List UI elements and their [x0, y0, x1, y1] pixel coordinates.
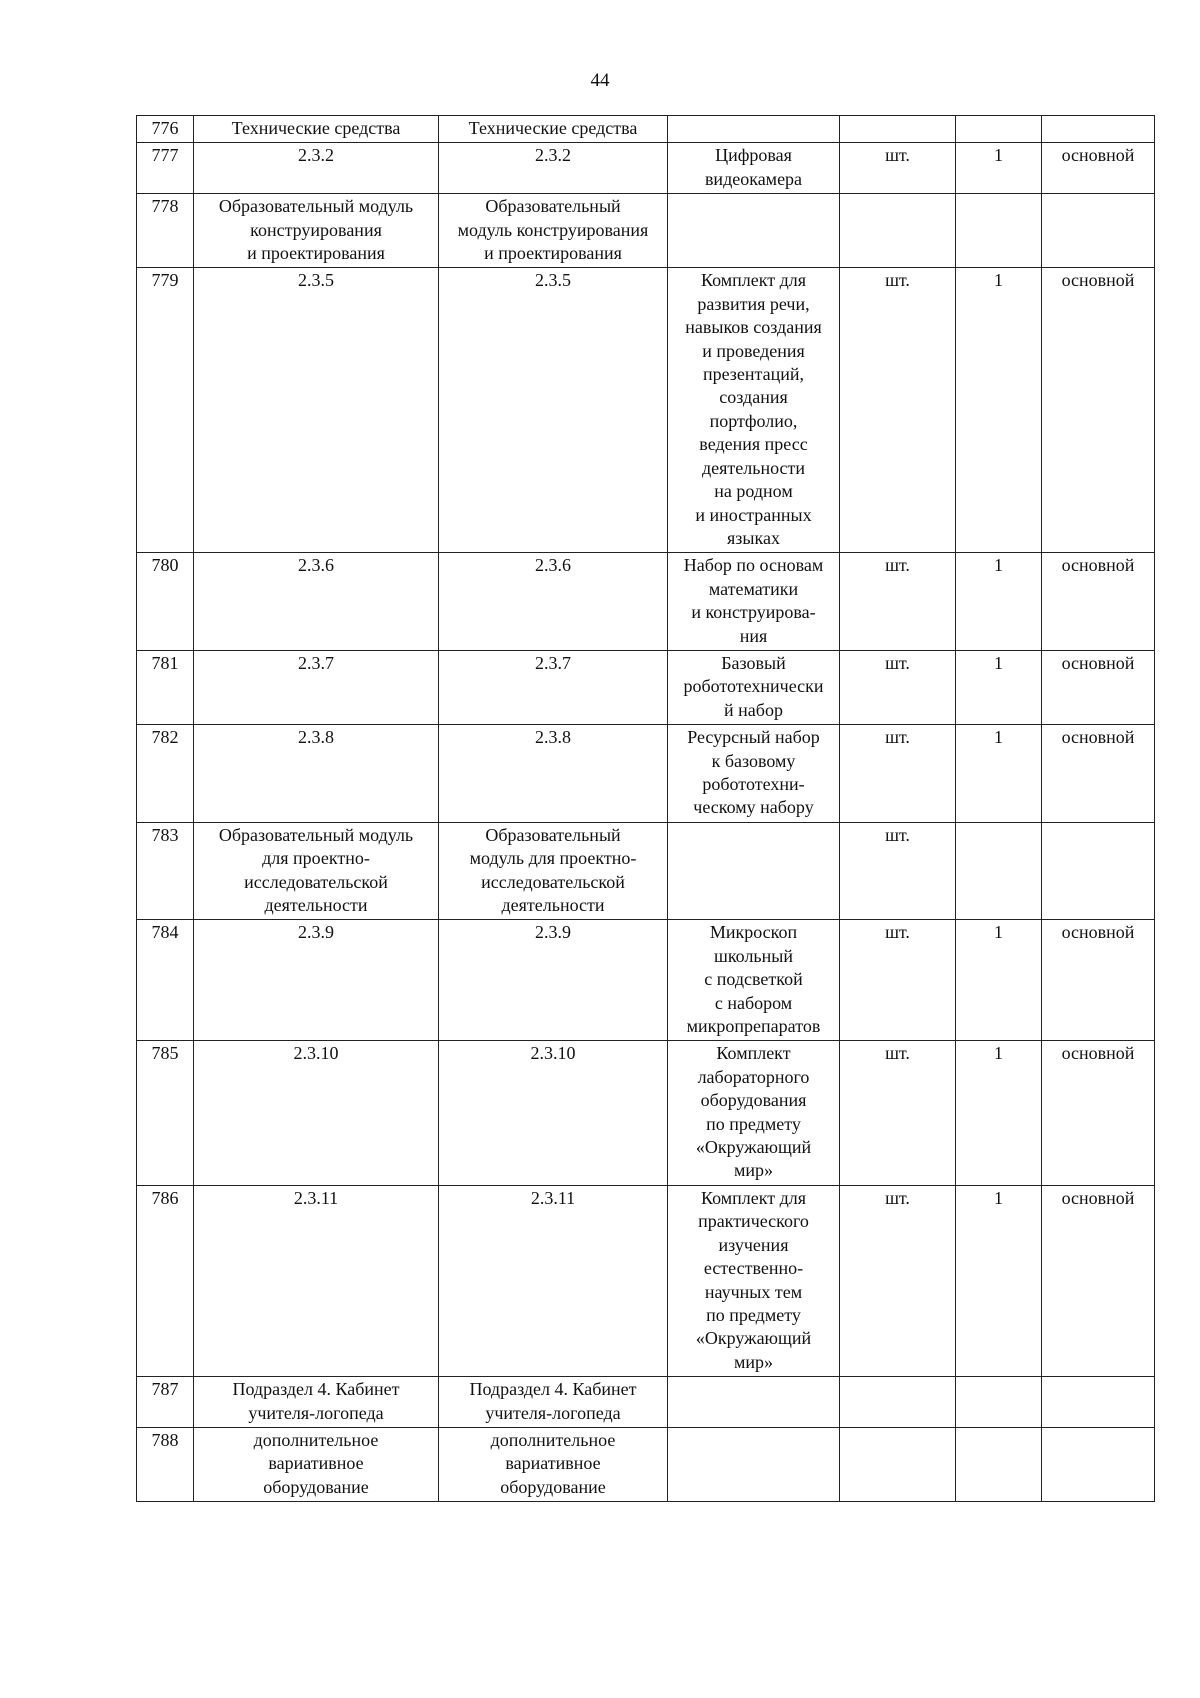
row-number-cell	[137, 650, 194, 724]
section-cell-text: 2.3.8	[298, 727, 334, 748]
equipment-type-cell-text: основной	[1061, 555, 1135, 576]
equipment-type-cell-text: основной	[1061, 1043, 1135, 1064]
section-cell-text: 2.3.2	[298, 145, 334, 166]
quantity-cell-text: 1	[994, 270, 1003, 291]
row-number-cell	[137, 553, 194, 651]
item-name-cell	[668, 1185, 840, 1376]
quantity-cell-text: 1	[994, 1043, 1003, 1064]
table-row	[137, 920, 1155, 1041]
item-name-cell-text: Комплект для развития речи, навыков создания и проведения презентаций, создания портфолио, ведения пресс деятельности на родном и иностранных языках	[685, 270, 822, 548]
equipment-type-cell-text: основной	[1061, 652, 1135, 673]
equipment-type-cell	[1042, 194, 1155, 268]
item-name-cell	[668, 725, 840, 823]
row-number-cell-text: 784	[151, 922, 179, 943]
row-number-cell-text: 780	[151, 555, 179, 576]
item-name-cell-text: Микроскоп школьный с подсветкой с набором микропрепаратов	[686, 922, 821, 1037]
section-cell	[194, 268, 439, 553]
subsection-cell	[439, 1041, 668, 1185]
row-number-cell-text: 788	[151, 1429, 179, 1450]
table-row	[137, 268, 1155, 553]
unit-cell-text: шт.	[885, 727, 910, 748]
subsection-cell-text: Подраздел 4. Кабинет учителя-логопеда	[469, 1379, 637, 1423]
row-number-cell	[137, 725, 194, 823]
section-cell-text: 2.3.5	[298, 270, 334, 291]
unit-cell	[840, 268, 956, 553]
row-number-cell	[137, 1427, 194, 1501]
subsection-cell-text: Образовательный модуль конструирования и проектирования	[457, 196, 649, 264]
item-name-cell	[668, 650, 840, 724]
section-cell	[194, 1427, 439, 1501]
table-row	[137, 116, 1155, 143]
section-cell-text: Подраздел 4. Кабинет учителя-логопеда	[232, 1379, 400, 1423]
row-number-cell-text: 779	[151, 270, 179, 291]
row-number-cell-text: 782	[151, 727, 179, 748]
unit-cell	[840, 553, 956, 651]
item-name-cell-text: Комплект для практического изучения естественно- научных тем по предмету «Окружающий мир»	[695, 1187, 812, 1372]
subsection-cell	[439, 143, 668, 194]
equipment-table	[136, 115, 1155, 1502]
section-cell-text: 2.3.7	[298, 652, 334, 673]
unit-cell	[840, 1377, 956, 1428]
quantity-cell	[956, 194, 1042, 268]
item-name-cell-text: Комплект лабораторного оборудования по предмету «Окружающий мир»	[695, 1043, 812, 1181]
table-body	[137, 116, 1155, 1502]
item-name-cell	[668, 553, 840, 651]
row-number-cell	[137, 1041, 194, 1185]
subsection-cell	[439, 1427, 668, 1501]
equipment-type-cell-text: основной	[1061, 270, 1135, 291]
section-cell	[194, 822, 439, 920]
section-cell-text: 2.3.9	[298, 922, 334, 943]
section-cell-text: 2.3.6	[298, 555, 334, 576]
item-name-cell	[668, 1427, 840, 1501]
unit-cell-text: шт.	[885, 652, 910, 673]
subsection-cell-text: 2.3.7	[535, 652, 571, 673]
quantity-cell	[956, 268, 1042, 553]
table-row	[137, 725, 1155, 823]
subsection-cell	[439, 822, 668, 920]
row-number-cell-text: 783	[151, 824, 179, 845]
row-number-cell	[137, 1185, 194, 1376]
table-row	[137, 194, 1155, 268]
quantity-cell-text: 1	[994, 922, 1003, 943]
section-cell	[194, 725, 439, 823]
item-name-cell	[668, 194, 840, 268]
section-cell	[194, 194, 439, 268]
item-name-cell	[668, 143, 840, 194]
item-name-cell-text: Набор по основам математики и конструирова- ния	[683, 555, 824, 646]
subsection-cell	[439, 1377, 668, 1428]
quantity-cell	[956, 1427, 1042, 1501]
section-cell-text: дополнительное вариативное оборудование	[253, 1429, 379, 1497]
equipment-type-cell	[1042, 920, 1155, 1041]
equipment-type-cell-text: основной	[1061, 727, 1135, 748]
row-number-cell-text: 786	[151, 1187, 179, 1208]
row-number-cell	[137, 268, 194, 553]
equipment-type-cell	[1042, 116, 1155, 143]
section-cell-text: Технические средства	[231, 118, 401, 138]
quantity-cell	[956, 1185, 1042, 1376]
quantity-cell	[956, 1377, 1042, 1428]
unit-cell-text: шт.	[885, 555, 910, 576]
equipment-type-cell	[1042, 1377, 1155, 1428]
row-number-cell-text: 787	[151, 1379, 179, 1400]
section-cell	[194, 1377, 439, 1428]
quantity-cell	[956, 650, 1042, 724]
subsection-cell-text: 2.3.10	[530, 1043, 576, 1064]
row-number-cell	[137, 822, 194, 920]
row-number-cell-text: 776	[151, 118, 179, 138]
quantity-cell-text: 1	[994, 1187, 1003, 1208]
unit-cell-text: шт.	[885, 1187, 910, 1208]
section-cell	[194, 553, 439, 651]
quantity-cell-text: 1	[994, 555, 1003, 576]
unit-cell	[840, 1041, 956, 1185]
unit-cell	[840, 650, 956, 724]
equipment-type-cell	[1042, 1185, 1155, 1376]
section-cell	[194, 920, 439, 1041]
unit-cell	[840, 1185, 956, 1376]
subsection-cell	[439, 920, 668, 1041]
subsection-cell	[439, 194, 668, 268]
unit-cell	[840, 1427, 956, 1501]
section-cell	[194, 1041, 439, 1185]
item-name-cell-text: Базовый робототехнически й набор	[683, 652, 824, 720]
subsection-cell	[439, 553, 668, 651]
table-row	[137, 822, 1155, 920]
quantity-cell	[956, 116, 1042, 143]
unit-cell-text: шт.	[885, 145, 910, 166]
subsection-cell-text: 2.3.2	[535, 145, 571, 166]
unit-cell	[840, 822, 956, 920]
subsection-cell-text: 2.3.8	[535, 727, 571, 748]
unit-cell	[840, 143, 956, 194]
quantity-cell	[956, 553, 1042, 651]
section-cell	[194, 1185, 439, 1376]
item-name-cell	[668, 116, 840, 143]
table-row	[137, 1377, 1155, 1428]
subsection-cell	[439, 1185, 668, 1376]
item-name-cell	[668, 1377, 840, 1428]
table-row	[137, 1185, 1155, 1376]
item-name-cell	[668, 822, 840, 920]
quantity-cell-text: 1	[994, 652, 1003, 673]
equipment-type-cell-text: основной	[1061, 145, 1135, 166]
row-number-cell-text: 778	[151, 196, 179, 217]
equipment-type-cell	[1042, 553, 1155, 651]
unit-cell-text: шт.	[885, 270, 910, 291]
subsection-cell	[439, 650, 668, 724]
unit-cell-text: шт.	[885, 922, 910, 943]
subsection-cell-text: 2.3.11	[530, 1187, 576, 1208]
section-cell	[194, 116, 439, 143]
unit-cell-text: шт.	[885, 1043, 910, 1064]
subsection-cell-text: дополнительное вариативное оборудование	[490, 1429, 616, 1497]
quantity-cell	[956, 822, 1042, 920]
equipment-type-cell	[1042, 822, 1155, 920]
section-cell-text: Образовательный модуль для проектно- исследовательской деятельности	[218, 824, 414, 915]
quantity-cell	[956, 920, 1042, 1041]
subsection-cell	[439, 268, 668, 553]
equipment-type-cell	[1042, 143, 1155, 194]
equipment-type-cell-text: основной	[1061, 1187, 1135, 1208]
item-name-cell	[668, 268, 840, 553]
section-cell-text: 2.3.11	[293, 1187, 339, 1208]
row-number-cell-text: 785	[151, 1043, 179, 1064]
quantity-cell	[956, 1041, 1042, 1185]
quantity-cell-text: 1	[994, 727, 1003, 748]
equipment-type-cell	[1042, 725, 1155, 823]
row-number-cell-text: 781	[151, 652, 179, 673]
item-name-cell	[668, 1041, 840, 1185]
subsection-cell	[439, 725, 668, 823]
section-cell-text: 2.3.10	[293, 1043, 339, 1064]
table-row	[137, 143, 1155, 194]
equipment-type-cell	[1042, 1427, 1155, 1501]
row-number-cell	[137, 143, 194, 194]
subsection-cell	[439, 116, 668, 143]
item-name-cell-text: Ресурсный набор к базовому робототехни- ческому набору	[687, 727, 820, 818]
subsection-cell-text: 2.3.6	[535, 555, 571, 576]
subsection-cell-text: 2.3.9	[535, 922, 571, 943]
row-number-cell	[137, 1377, 194, 1428]
section-cell-text: Образовательный модуль конструирования и проектирования	[218, 196, 414, 264]
unit-cell	[840, 920, 956, 1041]
page-number: 44	[590, 70, 610, 91]
item-name-cell	[668, 920, 840, 1041]
table-row	[137, 650, 1155, 724]
quantity-cell	[956, 725, 1042, 823]
equipment-type-cell	[1042, 1041, 1155, 1185]
equipment-type-cell	[1042, 650, 1155, 724]
table-row	[137, 553, 1155, 651]
equipment-type-cell-text: основной	[1061, 922, 1135, 943]
item-name-cell-text: Цифровая видеокамера	[704, 145, 803, 189]
subsection-cell-text: Образовательный модуль для проектно- исследовательской деятельности	[469, 824, 637, 915]
subsection-cell-text: 2.3.5	[535, 270, 571, 291]
unit-cell	[840, 194, 956, 268]
subsection-cell-text: Технические средства	[468, 118, 638, 138]
section-cell	[194, 143, 439, 194]
table-row	[137, 1041, 1155, 1185]
unit-cell	[840, 116, 956, 143]
row-number-cell-text: 777	[151, 145, 179, 166]
quantity-cell-text: 1	[994, 145, 1003, 166]
table-row	[137, 1427, 1155, 1501]
row-number-cell	[137, 116, 194, 143]
unit-cell-text: шт.	[885, 824, 910, 845]
unit-cell	[840, 725, 956, 823]
row-number-cell	[137, 920, 194, 1041]
row-number-cell	[137, 194, 194, 268]
quantity-cell	[956, 143, 1042, 194]
equipment-type-cell	[1042, 268, 1155, 553]
section-cell	[194, 650, 439, 724]
